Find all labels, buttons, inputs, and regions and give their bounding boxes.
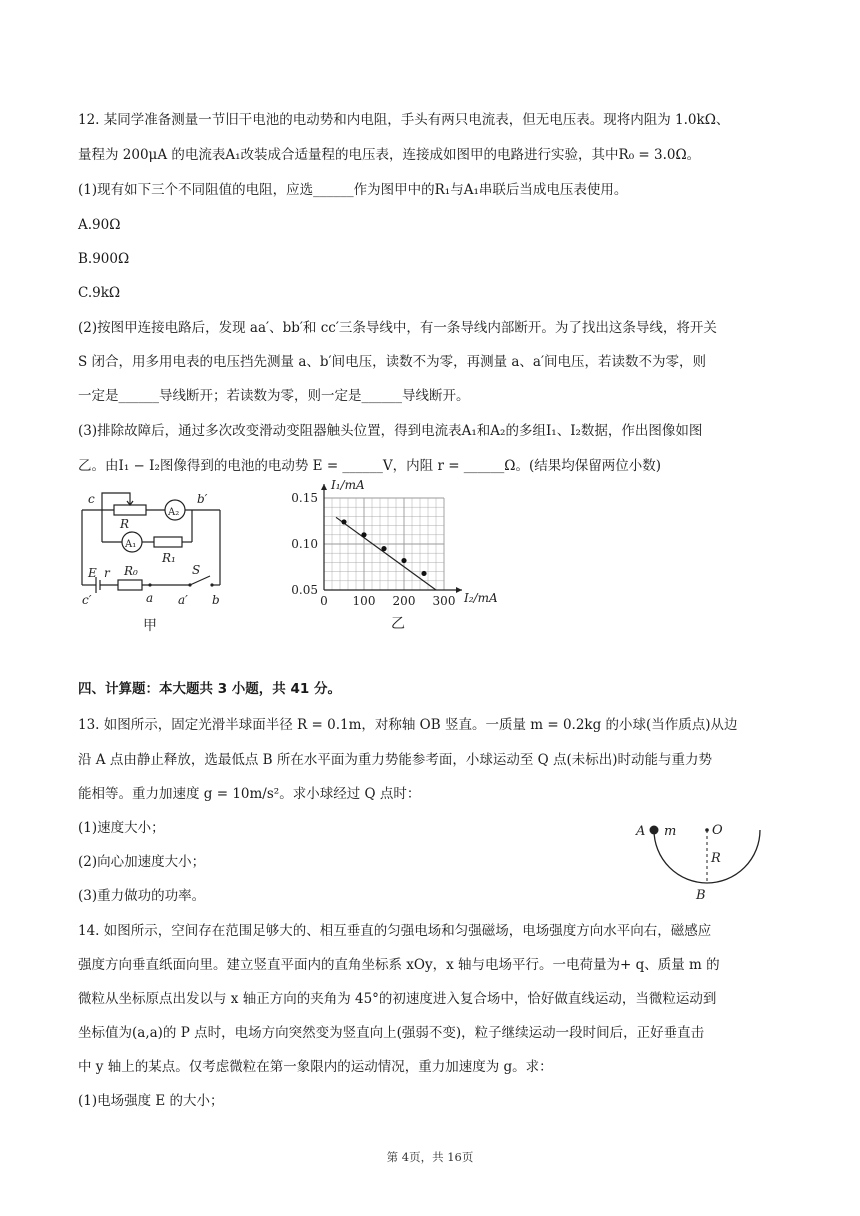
q12-part3-line2: 乙。由I₁ − I₂图像得到的电池的电动势 E = ______V，内阻 r = ______Ω。(结果均保留两位小数) [78,458,662,474]
label-b: b [212,593,220,607]
q14-line4: 坐标值为(a,a)的 P 点时，电场方向突然变为竖直向上(强弱不变)，粒子继续运动一段时间后，正好垂直击 [78,1025,705,1041]
radius-label: R [711,851,721,866]
q12-part1: (1)现有如下三个不同阻值的电阻，应选______作为图甲中的R₁与A₁串联后当成电压表使用。 [78,182,628,198]
hemisphere-diagram [632,815,762,901]
data-point [401,558,406,563]
q12-part2-line3: 一定是______导线断开；若读数为零，则一定是______导线断开。 [78,388,470,404]
q14-line2: 强度方向垂直纸面向里。建立竖直平面内的直角坐标系 xOy，x 轴与电场平行。一电荷量为+ q、质量 m 的 [78,957,720,973]
q13-line2: 沿 A 点由静止释放，选最低点 B 所在水平面为重力势能参考面，小球运动至 Q 点(未标出)时动能与重力势 [78,752,713,768]
data-point [341,519,346,524]
data-point [381,546,386,551]
label-b-prime: b′ [197,492,208,506]
x-tick-label: 300 [432,594,456,608]
q12-option-a: A.90Ω [78,217,121,233]
x-tick-label: 0 [320,594,328,608]
label-a: a [146,591,154,605]
y-tick-label: 0.10 [291,537,318,551]
q14-line3: 微粒从坐标原点出发以与 x 轴正方向的夹角为 45°的初速度进入复合场中，恰好做直线运动，当微粒运动到 [78,991,717,1007]
fit-line [336,517,436,590]
label-R0: R₀ [124,564,138,578]
x-tick-label: 100 [352,594,376,608]
q12-part2-line1: (2)按图甲连接电路后，发现 aa′、bb′和 cc′三条导线中，有一条导线内部断开。为了找出这条导线，将开关 [78,320,717,336]
i1-i2-chart [280,478,520,636]
q12-line1: 12. 某同学准备测量一节旧干电池的电动势和内电阻，手头有两只电流表，但无电压表。现将内阻为 1.0kΩ、 [78,112,730,128]
label-c: c [88,492,95,506]
label-A2: A₂ [168,507,180,518]
label-S: S [192,563,201,577]
q13-part2: (2)向心加速度大小； [78,854,206,870]
q14-line1: 14. 如图所示，空间存在范围足够大的、相互垂直的匀强电场和匀强磁场，电场强度方向水平向右，磁感应 [78,923,712,939]
q13-part1: (1)速度大小； [78,820,165,836]
q12-part2-line2: S 闭合，用多用电表的电压挡先测量 a、b′间电压，读数不为零，再测量 a、a′间电压，若读数不为零，则 [78,354,707,370]
y-tick-label: 0.15 [291,491,318,505]
point-B-label: B [696,888,706,901]
x-axis-label: I₂/mA [464,591,498,605]
circuit-diagram [70,480,240,635]
y-axis-arrow [321,484,327,490]
q12-line2: 量程为 200μA 的电流表A₁改装成合适量程的电压表，连接成如图甲的电路进行实验，其中R₀ = 3.0Ω。 [78,147,701,163]
label-R: R [120,517,130,531]
point-A-label: A [636,824,646,839]
q13-part3: (3)重力做功的功率。 [78,888,206,904]
chart-axes [321,484,462,593]
q14-line5: 中 y 轴上的某点。仅考虑微粒在第一象限内的运动情况，重力加速度为 g。求： [78,1059,553,1075]
q13-line3: 能相等。重力加速度 g = 10m/s²。求小球经过 Q 点时： [78,786,421,802]
label-r: r [104,566,110,580]
q12-option-c: C.9kΩ [78,285,121,301]
y-tick-label: 0.05 [291,583,318,597]
x-tick-label: 200 [392,594,416,608]
q12-part3-line1: (3)排除故障后，通过多次改变滑动变阻器触头位置，得到电流表A₁和A₂的多组I₁、I₂数据，作出图像如图 [78,423,703,439]
point-O-label: O [712,823,723,838]
page-footer: 第 4页，共 16页 [386,1150,474,1164]
label-E: E [88,566,97,580]
circuit-caption: 甲 [143,618,157,634]
y-axis-label: I₁/mA [331,478,365,492]
label-R1: R₁ [162,551,176,565]
section-heading: 四、计算题：本大题共 3 小题，共 41 分。 [78,681,341,697]
label-a-prime: a′ [178,593,188,607]
chart-caption: 乙 [391,616,405,632]
x-axis-arrow [456,587,462,593]
label-A1: A₁ [125,539,137,550]
q12-option-b: B.900Ω [78,251,130,267]
q14-part1: (1)电场强度 E 的大小； [78,1093,224,1109]
q13-line1: 13. 如图所示，固定光滑半球面半径 R = 0.1m，对称轴 OB 竖直。一质量 m = 0.2kg 的小球(当作质点)从边 [78,717,738,733]
chart-grid [324,498,444,590]
mass-label: m [664,824,677,839]
label-c-prime: c′ [82,593,92,607]
data-point [361,532,366,537]
data-point [421,571,426,576]
chart-points [341,519,426,576]
